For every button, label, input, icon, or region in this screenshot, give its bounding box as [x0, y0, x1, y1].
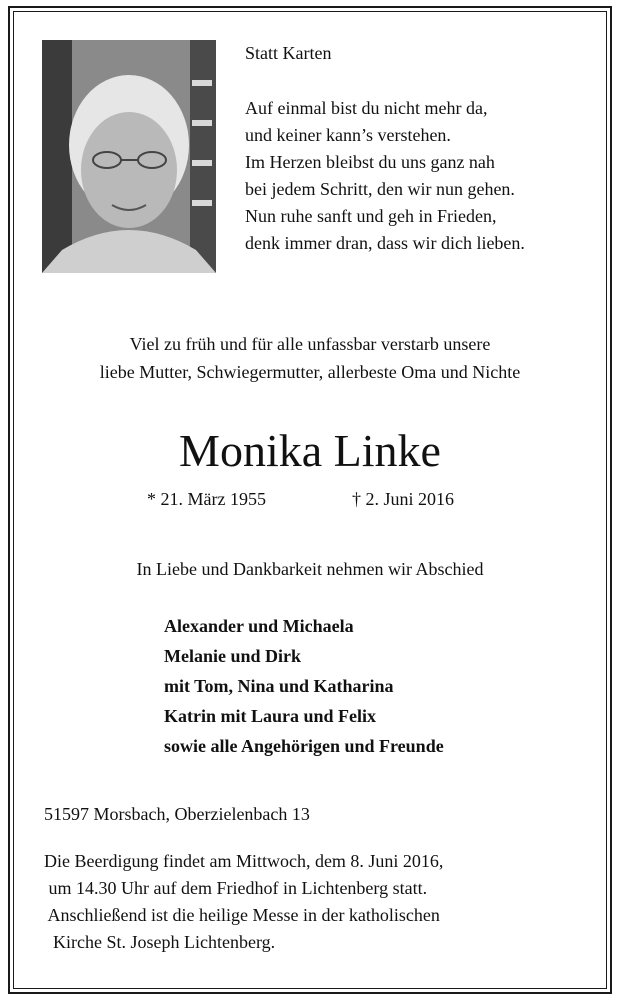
farewell-text: In Liebe und Dankbarkeit nehmen wir Abschied	[136, 559, 484, 579]
mourner-item: sowie alle Angehörigen und Freunde	[164, 736, 444, 756]
funeral-info	[44, 848, 443, 956]
portrait-photo	[42, 40, 216, 273]
mourner-item: Alexander und Michaela	[164, 616, 354, 636]
mourner-item: mit Tom, Nina und Katharina	[164, 676, 394, 696]
funeral-line: Anschließend ist die heilige Messe in der katholischen	[44, 905, 440, 925]
mourner-item: Katrin mit Laura und Felix	[164, 706, 377, 726]
funeral-line: um 14.30 Uhr auf dem Friedhof in Lichtenberg statt.	[44, 878, 428, 898]
mourners-list	[164, 611, 444, 761]
mourner-item: Melanie und Dirk	[164, 646, 302, 666]
deceased-name: Monika Linke	[179, 425, 441, 476]
death-date: † 2. Juni 2016	[352, 489, 455, 509]
announcement-line: liebe Mutter, Schwiegermutter, allerbeste Oma und Nichte	[99, 362, 521, 382]
poem	[245, 95, 525, 257]
poem-line: Nun ruhe sanft und geh in Frieden,	[245, 206, 497, 226]
poem-line: Auf einmal bist du nicht mehr da,	[245, 98, 488, 118]
announcement-line: Viel zu früh und für alle unfassbar verstarb unsere	[129, 334, 491, 354]
poem-line: Im Herzen bleibst du uns ganz nah	[245, 152, 495, 172]
poem-line: und keiner kann’s verstehen.	[245, 125, 451, 145]
intro-text: Statt Karten	[245, 43, 332, 63]
poem-line: bei jedem Schritt, den wir nun gehen.	[245, 179, 515, 199]
announcement	[0, 330, 620, 386]
portrait-photo-icon	[42, 40, 216, 273]
birth-date: * 21. März 1955	[147, 489, 266, 509]
address: 51597 Morsbach, Oberzielenbach 13	[44, 804, 310, 824]
funeral-line: Kirche St. Joseph Lichtenberg.	[44, 932, 276, 952]
funeral-line: Die Beerdigung findet am Mittwoch, dem 8. Juni 2016,	[44, 851, 444, 871]
poem-line: denk immer dran, dass wir dich lieben.	[245, 233, 525, 253]
